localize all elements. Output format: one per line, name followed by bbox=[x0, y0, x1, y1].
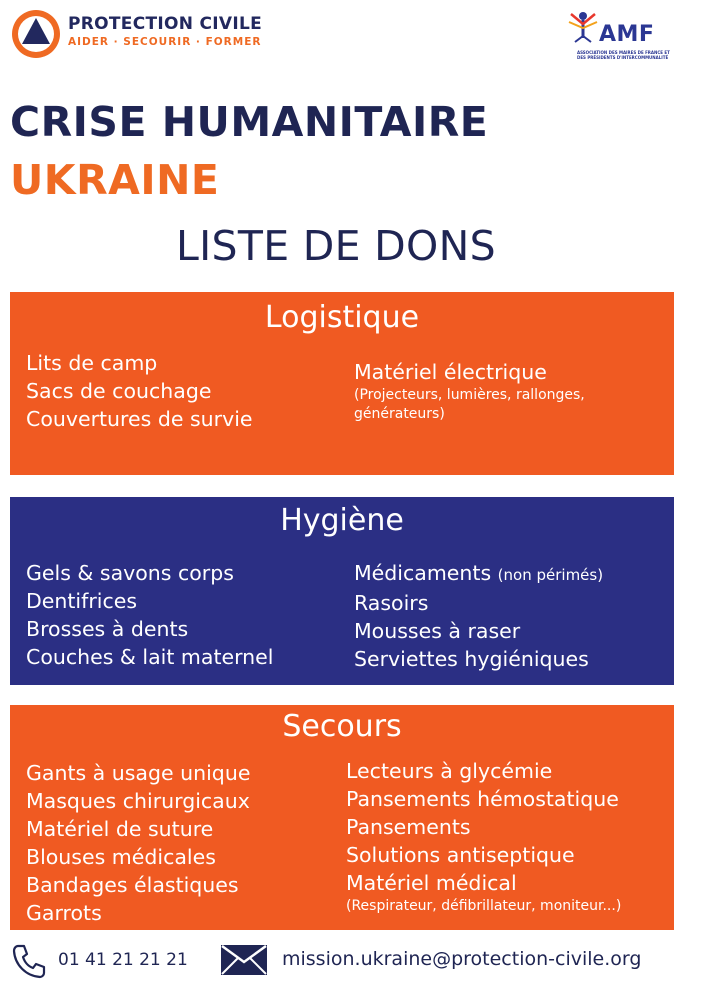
list-item: Gants à usage unique bbox=[26, 761, 251, 785]
amf-logo-text: AMF bbox=[599, 22, 655, 47]
title-crise-humanitaire: CRISE HUMANITAIRE bbox=[10, 98, 489, 146]
list-item: Matériel de suture bbox=[26, 817, 214, 841]
list-item: Rasoirs bbox=[354, 591, 429, 615]
org-tagline: AIDER · SECOURIR · FORMER bbox=[68, 36, 262, 48]
amf-logo bbox=[565, 8, 675, 66]
list-item: Couches & lait maternel bbox=[26, 645, 274, 669]
amf-subtitle: ASSOCIATION DES MAIRES DE FRANCE ET DES PRÉSIDENTS D'INTERCOMMUNALITÉ bbox=[577, 50, 670, 60]
list-item: Lits de camp bbox=[26, 351, 158, 375]
list-item: Matériel médical bbox=[346, 871, 517, 895]
item-note: (Projecteurs, lumières, rallonges, bbox=[354, 387, 585, 403]
protection-civile-logo-icon bbox=[10, 8, 62, 60]
list-item: Dentifrices bbox=[26, 589, 138, 613]
item-note: (Respirateur, défibrillateur, moniteur...) bbox=[346, 898, 622, 914]
left-column bbox=[26, 559, 273, 671]
left-column bbox=[26, 759, 250, 927]
list-item: Serviettes hygiéniques bbox=[354, 647, 589, 671]
list-item: Pansements hémostatique bbox=[346, 787, 619, 811]
section-title: Logistique bbox=[264, 300, 420, 335]
list-item: Matériel électrique bbox=[354, 360, 547, 384]
list-item: Couvertures de survie bbox=[26, 407, 253, 431]
section-hygiene bbox=[10, 497, 674, 685]
list-item: Pansements bbox=[346, 815, 471, 839]
list-item: Solutions antiseptique bbox=[346, 843, 575, 867]
email-address: mission.ukraine@protection-civile.org bbox=[282, 948, 642, 970]
right-column bbox=[354, 358, 585, 424]
amf-figure-icon bbox=[565, 8, 601, 44]
list-item: Garrots bbox=[26, 901, 102, 925]
phone-number: 01 41 21 21 21 bbox=[58, 950, 188, 970]
phone-icon bbox=[10, 942, 48, 980]
list-item-label: Médicaments bbox=[354, 561, 492, 585]
title-ukraine: UKRAINE bbox=[10, 156, 220, 204]
list-item: Blouses médicales bbox=[26, 845, 216, 869]
right-column bbox=[354, 559, 603, 673]
left-column bbox=[26, 349, 253, 433]
list-item: Sacs de couchage bbox=[26, 379, 212, 403]
item-note: (non périmés) bbox=[497, 566, 604, 584]
list-item bbox=[354, 559, 603, 589]
list-item: Mousses à raser bbox=[354, 619, 521, 643]
list-item: Bandages élastiques bbox=[26, 873, 239, 897]
list-item: Brosses à dents bbox=[26, 617, 189, 641]
section-title: Hygiène bbox=[280, 503, 404, 538]
item-note: générateurs) bbox=[354, 406, 445, 422]
right-column bbox=[346, 757, 621, 916]
org-name: PROTECTION CIVILE bbox=[68, 14, 263, 34]
list-item: Lecteurs à glycémie bbox=[346, 759, 553, 783]
section-title: Secours bbox=[282, 709, 402, 744]
section-logistique bbox=[10, 292, 674, 475]
title-liste-de-dons: LISTE DE DONS bbox=[176, 222, 496, 270]
section-secours bbox=[10, 705, 674, 930]
list-item: Gels & savons corps bbox=[26, 561, 234, 585]
list-item: Masques chirurgicaux bbox=[26, 789, 250, 813]
mail-icon bbox=[220, 944, 268, 976]
